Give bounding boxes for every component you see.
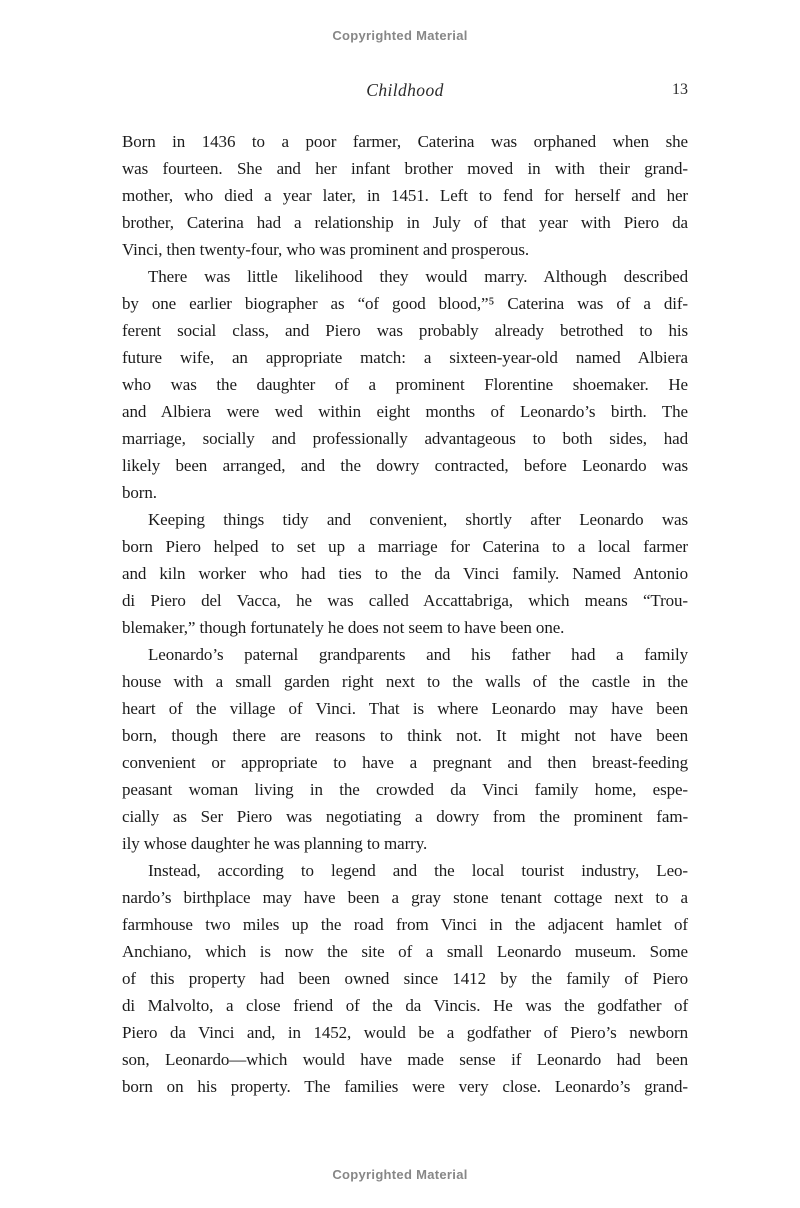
text-line: farmhouse two miles up the road from Vinci in the adjacent hamlet of [122, 915, 688, 934]
paragraph [122, 128, 688, 263]
text-line: convenient or appropriate to have a pregnant and then breast-feeding [122, 753, 688, 772]
text-line: born on his property. The families were very close. Leonardo’s grand- [122, 1077, 688, 1096]
text-line: nardo’s birthplace may have been a gray stone tenant cottage next to a [122, 888, 688, 907]
text-line: son, Leonardo—which would have made sense if Leonardo had been [122, 1050, 688, 1069]
copyright-notice-top: Copyrighted Material [332, 28, 468, 43]
text-line: likely been arranged, and the dowry contracted, before Leonardo was [122, 456, 688, 475]
text-line: future wife, an appropriate match: a sixteen-year-old named Albiera [122, 348, 688, 367]
text-line: was fourteen. She and her infant brother moved in with their grand- [122, 159, 688, 178]
text-line: Born in 1436 to a poor farmer, Caterina was orphaned when she [122, 132, 688, 151]
body-text [122, 128, 688, 1100]
text-line: di Piero del Vacca, he was called Accattabriga, which means “Trou- [122, 591, 688, 610]
text-line: Keeping things tidy and convenient, shortly after Leonardo was [148, 510, 688, 529]
text-line: heart of the village of Vinci. That is where Leonardo may have been [122, 699, 688, 718]
paragraph [122, 263, 688, 506]
text-line: There was little likelihood they would marry. Although described [148, 267, 688, 286]
text-line: born. [122, 483, 157, 502]
text-line: blemaker,” though fortunately he does not seem to have been one. [122, 618, 565, 637]
text-line: ily whose daughter he was planning to marry. [122, 834, 428, 853]
paragraph [122, 506, 688, 641]
text-line: Instead, according to legend and the local tourist industry, Leo- [148, 861, 688, 880]
text-line: house with a small garden right next to the walls of the castle in the [122, 672, 688, 691]
text-line: brother, Caterina had a relationship in July of that year with Piero da [122, 213, 688, 232]
copyright-notice-bottom: Copyrighted Material [332, 1167, 468, 1182]
text-line: ferent social class, and Piero was probably already betrothed to his [122, 321, 688, 340]
page-number: 13 [672, 81, 688, 98]
text-line: Piero da Vinci and, in 1452, would be a godfather of Piero’s newborn [122, 1023, 688, 1042]
running-head-row [122, 80, 688, 104]
text-line: born Piero helped to set up a marriage for Caterina to a local farmer [122, 537, 688, 556]
text-line: Vinci, then twenty-four, who was prominent and prosperous. [122, 240, 530, 259]
text-line: di Malvolto, a close friend of the da Vincis. He was the godfather of [122, 996, 688, 1015]
text-line: born, though there are reasons to think not. It might not have been [122, 726, 688, 745]
text-line: peasant woman living in the crowded da Vinci family home, espe- [122, 780, 688, 799]
text-line: and kiln worker who had ties to the da Vinci family. Named Antonio [122, 564, 688, 583]
paragraph [122, 641, 688, 857]
text-line: marriage, socially and professionally advantageous to both sides, had [122, 429, 688, 448]
text-line: and Albiera were wed within eight months of Leonardo’s birth. The [122, 402, 688, 421]
text-line: by one earlier biographer as “of good blood,”⁵ Caterina was of a dif- [122, 294, 688, 313]
text-line: of this property had been owned since 1412 by the family of Piero [122, 969, 688, 988]
paragraph [122, 857, 688, 1100]
chapter-title: Childhood [366, 80, 444, 100]
text-line: Anchiano, which is now the site of a small Leonardo museum. Some [122, 942, 688, 961]
text-line: who was the daughter of a prominent Florentine shoemaker. He [122, 375, 688, 394]
text-line: Leonardo’s paternal grandparents and his father had a family [148, 645, 688, 664]
text-line: cially as Ser Piero was negotiating a dowry from the prominent fam- [122, 807, 688, 826]
text-line: mother, who died a year later, in 1451. Left to fend for herself and her [122, 186, 688, 205]
